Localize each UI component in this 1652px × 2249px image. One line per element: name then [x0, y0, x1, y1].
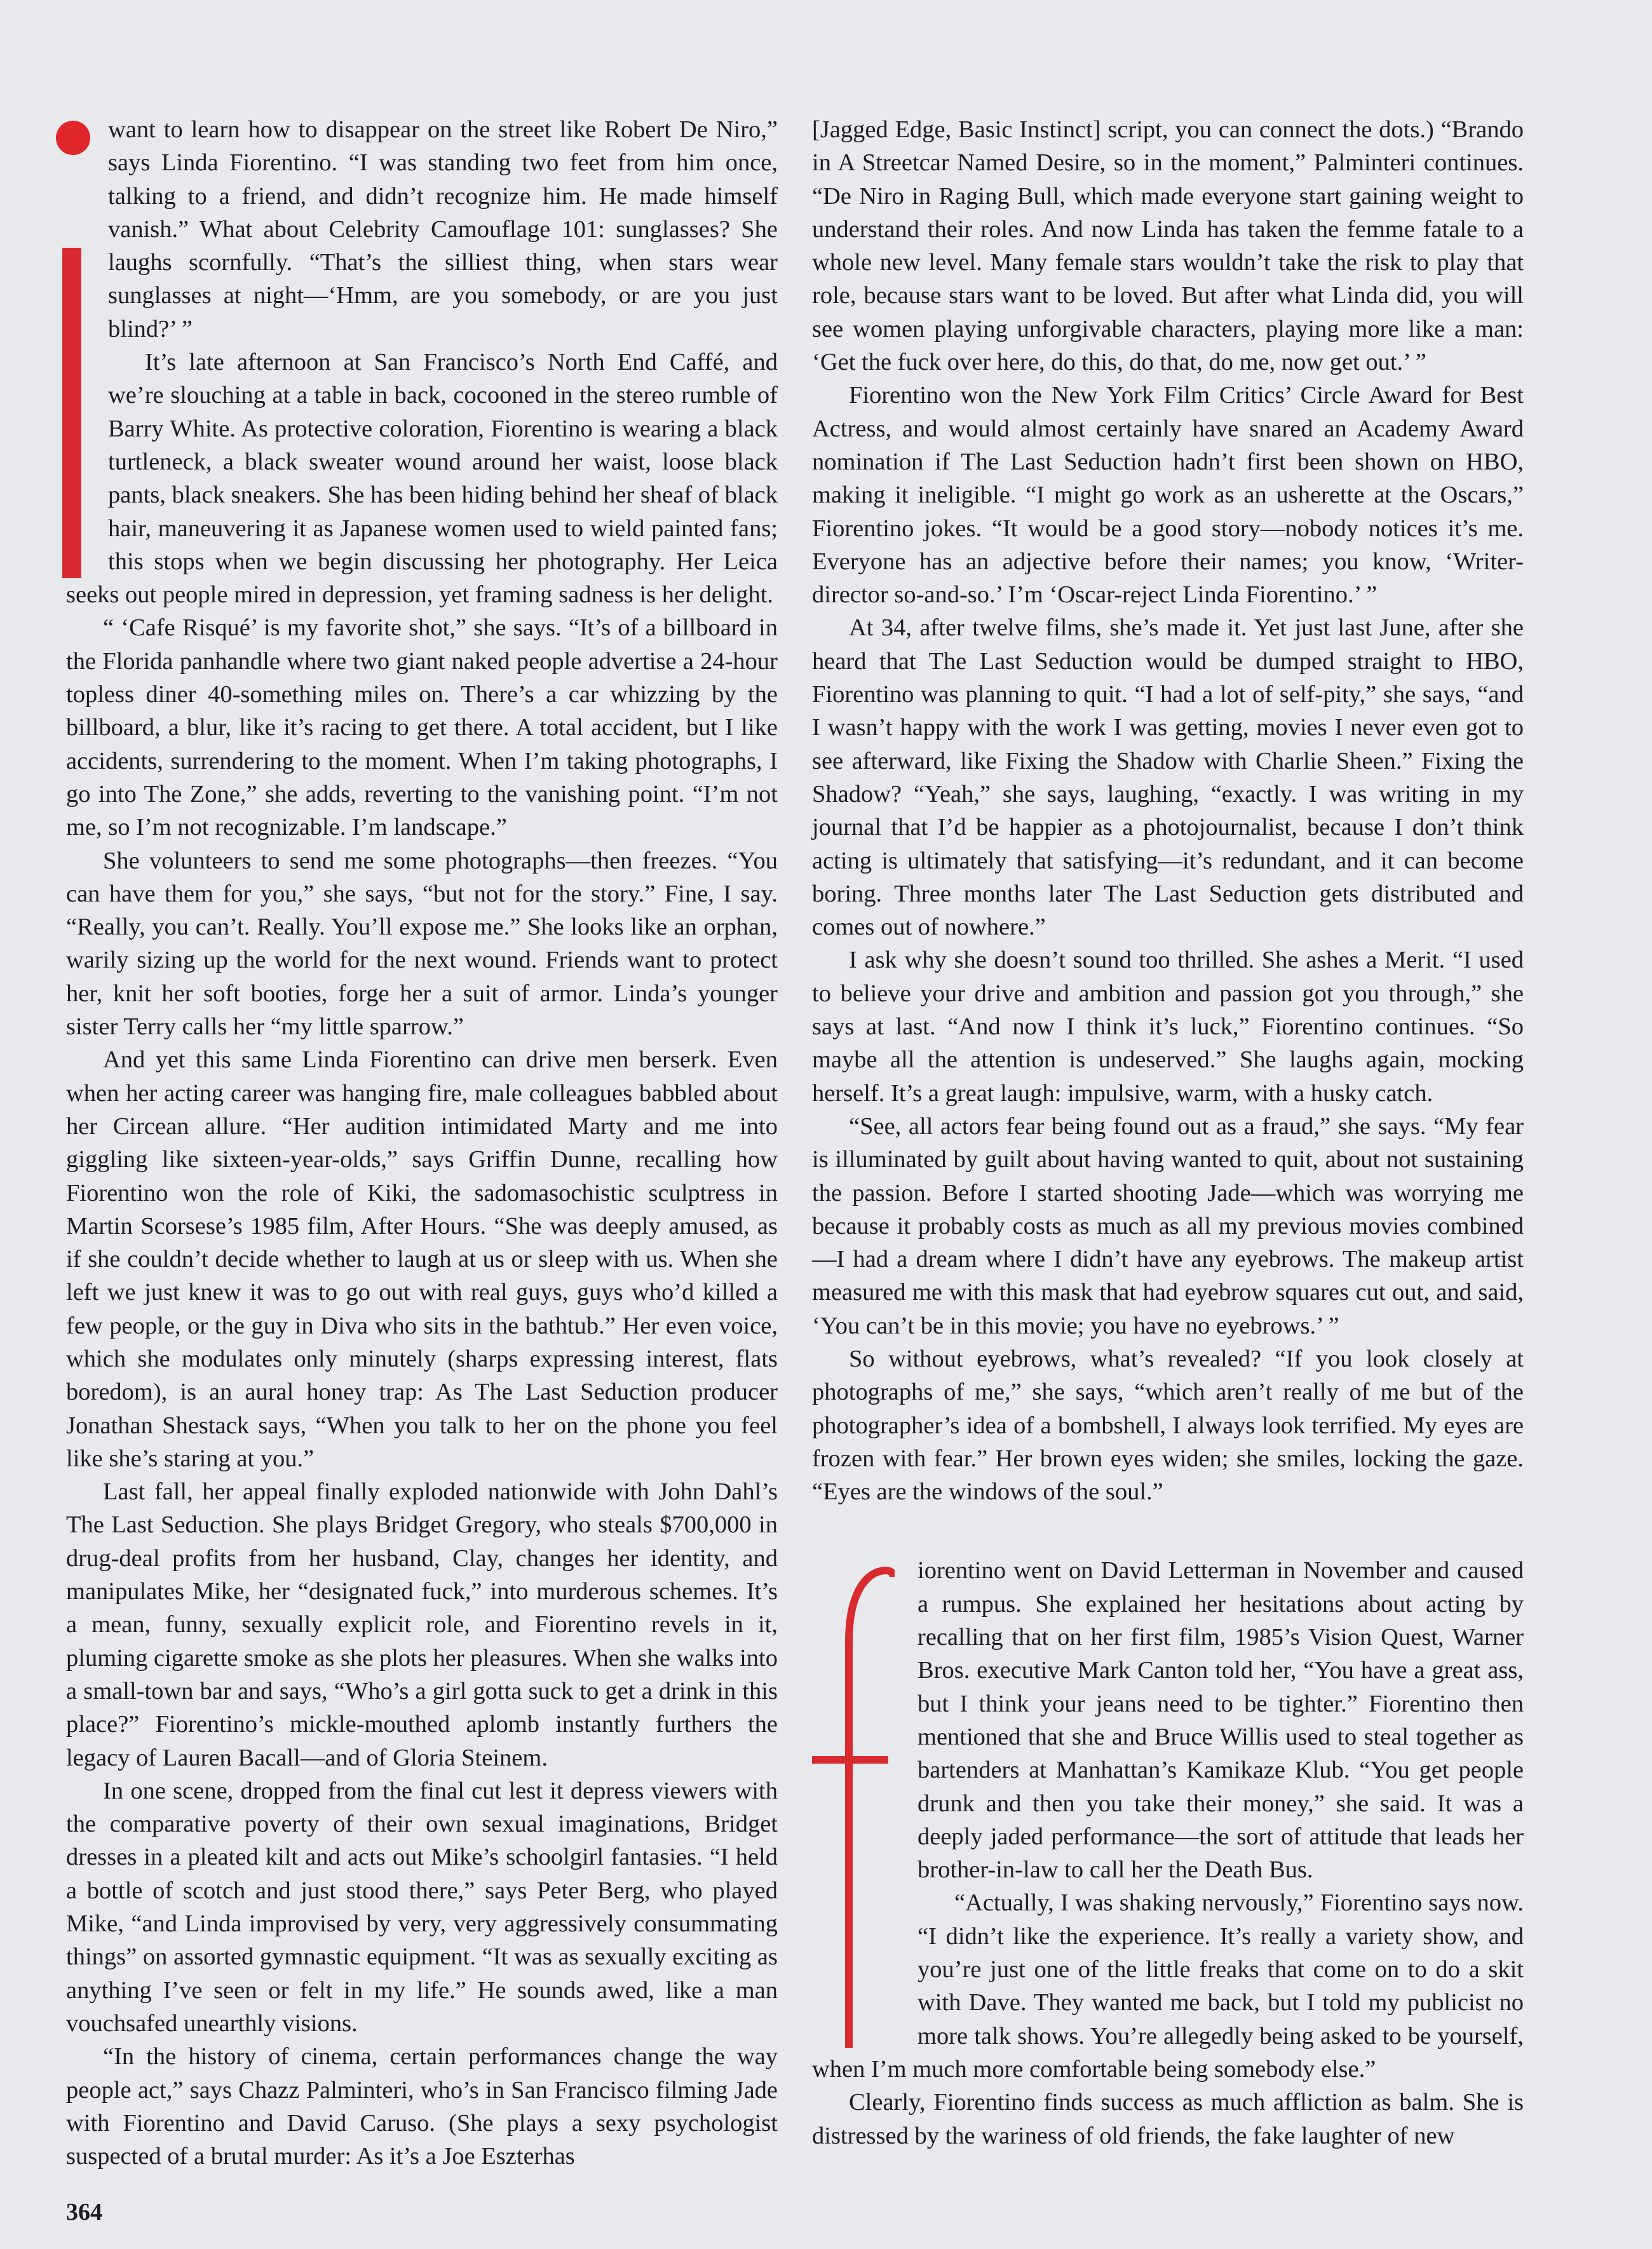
page-number: 364	[66, 2199, 102, 2225]
paragraph: At 34, after twelve films, she’s made it. Yet just last June, after she heard that The Last Seduction would be dumped straight to HBO, Fiorentino was planning to quit. “I had a lot of self-pity,” she says, “and I wasn’t happy with the work I was getting, movies I never even got to see afterward, like Fixing the Shadow with Charlie Sheen.” Fixing the Shadow? “Yeah,” she says, laughing, “exactly. I was writing in my journal that I’d be happier as a photojournalist, because I don’t think acting is ultimately that satisfying—it’s redundant, and it can become boring. Three months later The Last Seduction gets distributed and comes out of nowhere.”	[812, 614, 1524, 941]
paragraph: Last fall, her appeal finally exploded nationwide with John Dahl’s The Last Seduction. She plays Bridget Gregory, who steals $700,000 in drug-deal profits from her husband, Clay, changes her identity, and manipulates Mike, her “designated fuck,” into murderous schemes. It’s a mean, funny, sexually explicit role, and Fiorentino revels in it, pluming cigarette smoke as she plots her pleasures. When she walks into a small-town bar and says, “Who’s a girl gotta suck to get a drink in this place?” Fiorentino’s mickle-mouthed aplomb instantly furthers the legacy of Lauren Bacall—and of Gloria Steinem.	[66, 1478, 778, 1771]
paragraph: It’s late afternoon at San Francisco’s North End Caffé, and we’re slouching at a table in back, cocooned in the stereo rumble of Barry White. As protective coloration, Fiorentino is wearing a black turtleneck, a black sweater wound around her waist, loose black pants, black sneakers. She has been hiding behind her sheaf of black hair, maneuvering it as Japanese women used to wield painted fans; this stops when we begin discussing her photography. Her Leica seeks out people mired in depression, yet framing sadness is her delight.	[66, 349, 778, 609]
paragraph: “ ‘Cafe Risqué’ is my favorite shot,” she says. “It’s of a billboard in the Florida panhandle where two giant naked people advertise a 24-hour topless diner 40-something miles on. There’s a car whizzing by the billboard, a blur, like it’s racing to get there. A total accident, but I like accidents, surrendering to the moment. When I’m taking photographs, I go into The Zone,” she adds, reverting to the vanishing point. “I’m not me, so I’m not recognizable. I’m landscape.”	[66, 614, 778, 841]
drop-cap-i	[62, 248, 94, 578]
paragraph: Clearly, Fiorentino finds success as much affliction as balm. She is distressed by the wariness of old friends, the fake laughter of new	[812, 2089, 1524, 2149]
continued-paragraph: [Jagged Edge, Basic Instinct] script, you can connect the dots.) “Brando in A Streetcar Named Desire, so in the moment,” Palminteri continues. “De Niro in Raging Bull, which made everyone start gaining weight to understand their roles. And now Linda has taken the femme fatale to a whole new level. Many female stars wouldn’t take the risk to play that role, because stars want to be loved. But after what Linda did, you will see women playing unforgivable characters, playing more like a man: ‘Get the fuck over here, do this, do that, do me, now get out.’ ”	[812, 116, 1524, 376]
paragraph: In one scene, dropped from the final cut lest it depress viewers with the comparative poverty of their own sexual imaginations, Bridget dresses in a pleated kilt and acts out Mike’s schoolgirl fantasies. “I held a bottle of scotch and just stood there,” says Peter Berg, who played Mike, “and Linda improvised by very, very aggressively consummating things” on assorted gymnastic equipment. “It was as sexually exciting as anything I’ve seen or felt in my life.” He sounds awed, like a man vouchsafed unearthly visions.	[66, 1777, 778, 2037]
paragraph: Fiorentino won the New York Film Critics’ Circle Award for Best Actress, and would almost certainly have snared an Academy Award nomination if The Last Seduction hadn’t first been shown on HBO, making it ineligible. “I might go work as an usherette at the Oscars,” Fiorentino jokes. “It would be a good story—nobody notices it’s me. Everyone has an adjective before their names; you know, ‘Writer-director so-and-so.’ I’m ‘Oscar-reject Linda Fiorentino.’ ”	[812, 382, 1524, 609]
paragraph: “See, all actors fear being found out as a fraud,” she says. “My fear is illuminated by guilt about having wanted to quit, about not sustaining the passion. Before I started shooting Jade—which was worrying me because it probably costs as much as all my previous movies combined—I had a dream where I didn’t have any eyebrows. The makeup artist measured me with this mask that had eyebrow squares cut out, and said, ‘You can’t be in this movie; you have no eyebrows.’ ”	[812, 1112, 1524, 1339]
paragraph: I ask why she doesn’t sound too thrilled. She ashes a Merit. “I used to believe your drive and ambition and passion got you through,” she says at last. “And now I think it’s luck,” Fiorentino continues. “So maybe all the attention is undeserved.” She laughs again, mocking herself. It’s a great laugh: impulsive, warm, with a husky catch.	[812, 947, 1524, 1107]
left-column	[66, 113, 778, 2173]
section-opening-paragraph: iorentino went on David Letterman in November and caused a rumpus. She explained her hesitations about acting by recalling that on her first film, 1985’s Vision Quest, Warner Bros. executive Mark Canton told her, “You have a great ass, but I think your jeans need to be tighter.” Fiorentino then mentioned that she and Bruce Willis used to steal together as bartenders at Manhattan’s Kamikaze Klub. “You get people drunk and then you take their money,” she said. It was a deeply jaded performance—the sort of attitude that leads her brother-in-law to call her the Death Bus.	[917, 1557, 1524, 1884]
right-column	[812, 113, 1524, 2152]
paragraph: “In the history of cinema, certain performances change the way people act,” says Chazz Palminteri, who’s in San Francisco filming Jade with Fiorentino and David Caruso. (She plays a sexy psychologist suspected of a brutal murder: As it’s a Joe Eszterhas	[66, 2043, 778, 2170]
paragraph: She volunteers to send me some photographs—then freezes. “You can have them for you,” she says, “but not for the story.” Fine, I say. “Really, you can’t. Really. You’ll expose me.” She looks like an orphan, warily sizing up the world for the next wound. Friends want to protect her, knit her soft booties, forge her a suit of armor. Linda’s younger sister Terry calls her “my little sparrow.”	[66, 847, 778, 1041]
drop-cap-f-glyph	[812, 1565, 895, 2048]
paragraph: So without eyebrows, what’s revealed? “If you look closely at photographs of me,” she says, “which aren’t really of me but of the photographer’s idea of a bombshell, I always look terrified. My eyes are frozen with fear.” Her brown eyes widen; she smiles, locking the gaze. “Eyes are the windows of the soul.”	[812, 1345, 1524, 1506]
section-break	[812, 1508, 1524, 1554]
opening-paragraph: want to learn how to disappear on the street like Robert De Niro,” says Linda Fiorentino. “I was standing two feet from him once, talking to a friend, and didn’t recognize him. He made himself vanish.” What about Celebrity Camouflage 101: sunglasses? She laughs scornfully. “That’s the silliest thing, when stars wear sunglasses at night—‘Hmm, are you somebody, or are you just blind?’ ”	[108, 116, 778, 342]
drop-cap-i-bar	[62, 248, 81, 578]
paragraph: “Actually, I was shaking nervously,” Fiorentino says now. “I didn’t like the experience. It’s really a variety show, and you’re just one of the little freaks that come on to do a skit with Dave. They wanted me back, but I told my publicist no more talk shows. You’re allegedly being asked to be yourself, when I’m much more comfortable being somebody else.”	[812, 1889, 1524, 2083]
drop-cap-f	[812, 1565, 895, 2048]
paragraph: And yet this same Linda Fiorentino can drive men berserk. Even when her acting career was hanging fire, male colleagues babbled about her Circean allure. “Her audition intimidated Marty and me into giggling like sixteen-year-olds,” says Griffin Dunne, recalling how Fiorentino won the role of Kiki, the sadomasochistic sculptress in Martin Scorsese’s 1985 film, After Hours. “She was deeply amused, as if she couldn’t decide whether to laugh at us or sleep with us. When she left we just knew it was to go out with real guys, guys who’d killed a few people, or the guy in Diva who sits in the bathtub.” Her even voice, which she modulates only minutely (sharps expressing interest, flats boredom), is an aural honey trap: As The Last Seduction producer Jonathan Shestack says, “When you talk to her on the phone you feel like she’s staring at you.”	[66, 1046, 778, 1472]
